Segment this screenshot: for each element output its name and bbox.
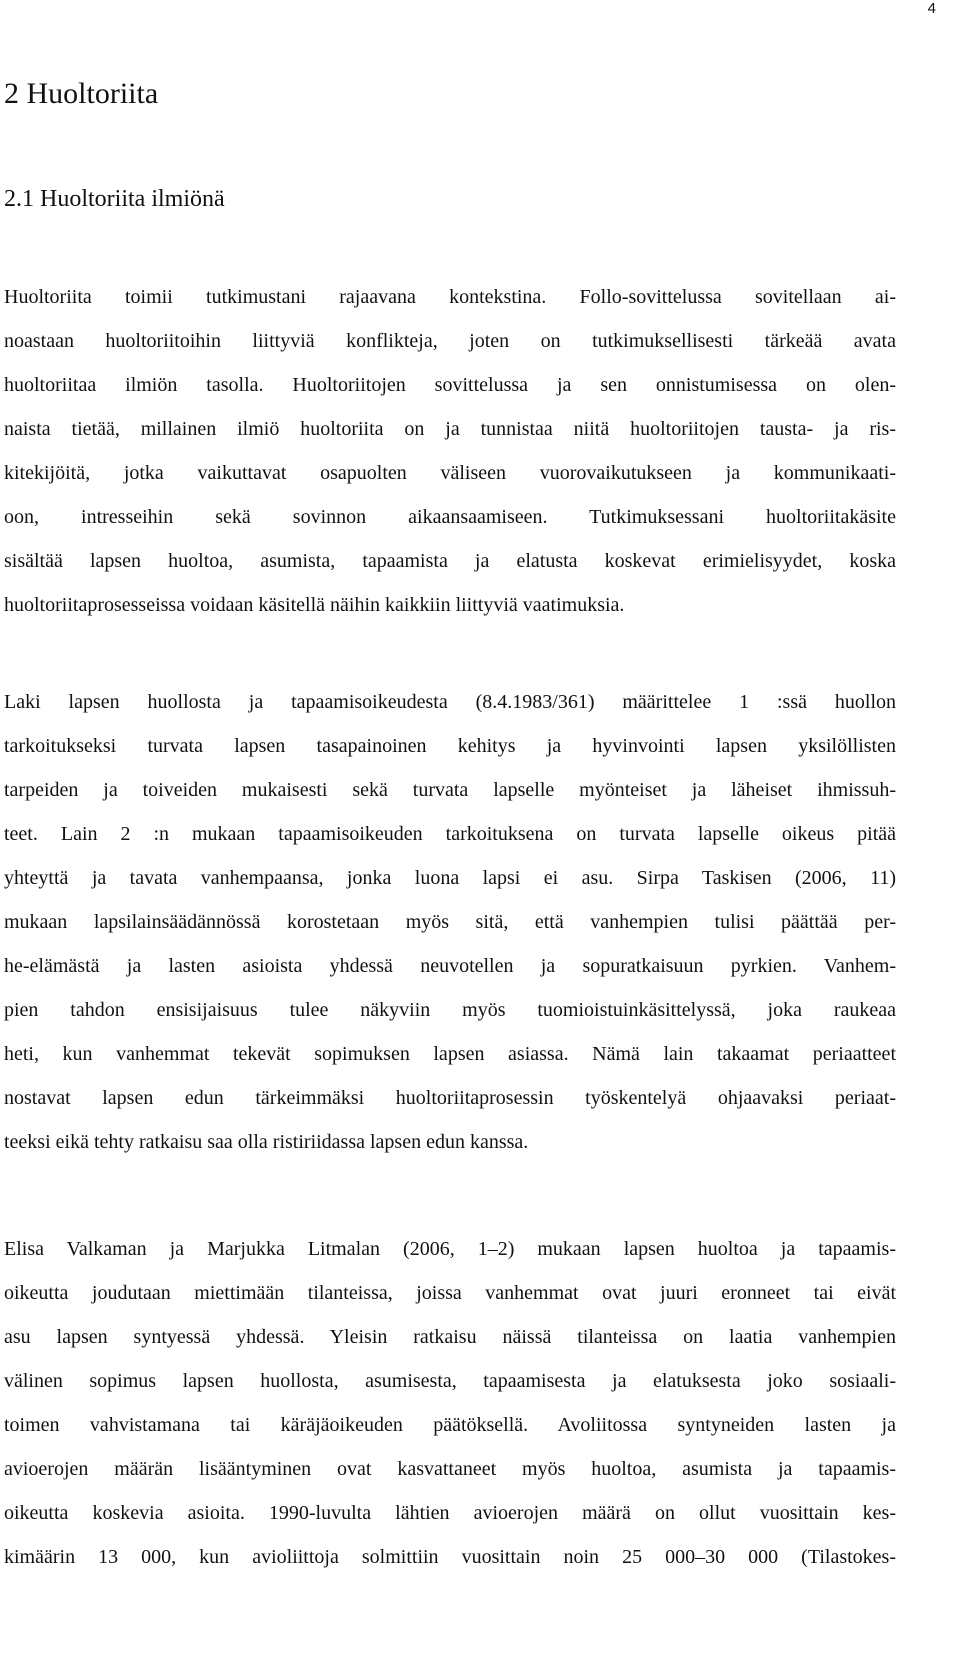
text-line: Elisa Valkaman ja Marjukka Litmalan (2006, 1–2) mukaan lapsen huoltoa ja tapaamis-: [4, 1238, 896, 1260]
text-line: huoltoriitaprosesseissa voidaan käsitellä näihin kaikkiin liittyviä vaatimuksia.: [4, 594, 625, 616]
section-heading: 2.1 Huoltoriita ilmiönä: [4, 186, 225, 212]
text-line: yhteyttä ja tavata vanhempaansa, jonka luona lapsi ei asu. Sirpa Taskisen (2006, 11): [4, 867, 896, 889]
text-line: tarkoitukseksi turvata lapsen tasapainoinen kehitys ja hyvinvointi lapsen yksilöllisten: [4, 735, 896, 757]
text-line: oikeutta koskevia asioita. 1990-luvulta lähtien avioerojen määrä on ollut vuosittain kes-: [4, 1502, 896, 1524]
text-line: naista tietää, millainen ilmiö huoltoriita on ja tunnistaa niitä huoltoriitojen tausta- ja ris-: [4, 418, 896, 440]
page-number: 4: [927, 0, 936, 17]
text-line: kitekijöitä, jotka vaikuttavat osapuolten väliseen vuorovaikutukseen ja kommunikaati-: [4, 462, 896, 484]
text-line: avioerojen määrän lisääntyminen ovat kasvattaneet myös huoltoa, asumista ja tapaamis-: [4, 1458, 896, 1480]
text-line: Huoltoriita toimii tutkimustani rajaavana kontekstina. Follo-sovittelussa sovitellaan ai-: [4, 286, 896, 308]
chapter-heading: 2 Huoltoriita: [4, 77, 159, 110]
text-line: huoltoriitaa ilmiön tasolla. Huoltoriitojen sovittelussa ja sen onnistumisessa on olen-: [4, 374, 896, 396]
text-line: nostavat lapsen edun tärkeimmäksi huoltoriitaprosessin työskentelyä ohjaavaksi periaat-: [4, 1087, 896, 1109]
text-line: Laki lapsen huollosta ja tapaamisoikeudesta (8.4.1983/361) määrittelee 1 :ssä huollon: [4, 691, 896, 713]
text-line: oikeutta joudutaan miettimään tilanteissa, joissa vanhemmat ovat juuri eronneet tai eivät: [4, 1282, 896, 1304]
text-line: mukaan lapsilainsäädännössä korostetaan myös sitä, että vanhempien tulisi päättää per-: [4, 911, 896, 933]
text-line: heti, kun vanhemmat tekevät sopimuksen lapsen asiassa. Nämä lain takaamat periaatteet: [4, 1043, 896, 1065]
text-line: pien tahdon ensisijaisuus tulee näkyviin myös tuomioistuinkäsittelyssä, joka raukeaa: [4, 999, 896, 1021]
text-line: sisältää lapsen huoltoa, asumista, tapaamista ja elatusta koskevat erimielisyydet, koska: [4, 550, 896, 572]
text-line: teet. Lain 2 :n mukaan tapaamisoikeuden tarkoituksena on turvata lapselle oikeus pitää: [4, 823, 896, 845]
text-line: noastaan huoltoriitoihin liittyviä konflikteja, joten on tutkimuksellisesti tärkeää avata: [4, 330, 896, 352]
text-line: teeksi eikä tehty ratkaisu saa olla ristiriidassa lapsen edun kanssa.: [4, 1131, 529, 1153]
text-line: he-elämästä ja lasten asioista yhdessä neuvotellen ja sopuratkaisuun pyrkien. Vanhem-: [4, 955, 896, 977]
text-line: välinen sopimus lapsen huollosta, asumisesta, tapaamisesta ja elatuksesta joko sosiaali-: [4, 1370, 896, 1392]
text-line: asu lapsen syntyessä yhdessä. Yleisin ratkaisu näissä tilanteissa on laatia vanhempien: [4, 1326, 896, 1348]
text-line: kimäärin 13 000, kun avioliittoja solmittiin vuosittain noin 25 000–30 000 (Tilastokes-: [4, 1546, 896, 1568]
text-line: toimen vahvistamana tai käräjäoikeuden päätöksellä. Avoliitossa syntyneiden lasten ja: [4, 1414, 896, 1436]
text-line: oon, intresseihin sekä sovinnon aikaansaamiseen. Tutkimuksessani huoltoriitakäsite: [4, 506, 896, 528]
text-line: tarpeiden ja toiveiden mukaisesti sekä turvata lapselle myönteiset ja läheiset ihmissuh-: [4, 779, 896, 801]
